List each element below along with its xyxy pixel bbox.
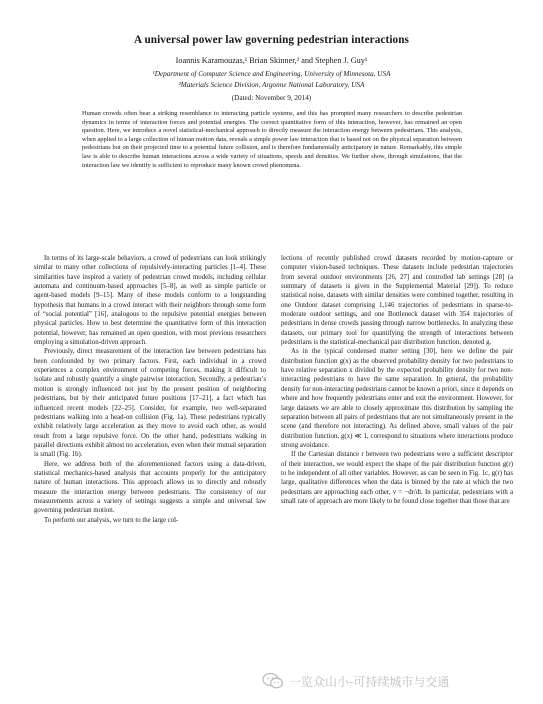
right-column (281, 254, 513, 506)
body-paragraph: As in the typical condensed matter setting [30], here we define the pair distribution function g(x) as the observed probability density for two pedestrians to have relative separation x divided by the expected probability density for two non-interacting pedestrians to have the same separation. In general, the probability density for non-interacting pedestrians cannot be known a priori, since it depends on where and how frequently pedestrians enter and exit the environment. However, for large datasets we are able to closely approximate this distribution by sampling the separation between all pairs of pedestrians that are not simultaneously present in the scene (and therefore not interacting). As defined above, small values of the pair distribution function, g(x) ≪ 1, correspond to situations where interactions produce strong avoidance. (281, 348, 513, 449)
watermark (262, 670, 449, 692)
body-paragraph: Previously, direct measurement of the interaction law between pedestrians has been confounded by two primary factors. First, each individual in a crowd experiences a complex environment of competing forces, making it difficult to isolate and robustly quantify a single pairwise interaction. Secondly, a pedestrian’s motion is strongly influenced not just by the present position of neighboring pedestrians, but by their anticipated future positions [17–21], a fact which has influenced recent models [22–25]. Consider, for example, two well-separated pedestrians walking into a head-on collision (Fig. 1a). These pedestrians typically exhibit relatively large acceleration as they move to avoid each other, as would result from a large repulsive force. On the other hand, pedestrians walking in parallel directions exhibit almost no acceleration, even when their mutual separation is small (Fig. 1b). (34, 348, 266, 459)
date-line: (Dated: November 9, 2014) (231, 94, 312, 102)
body-paragraph: Here, we address both of the aforementioned factors using a data-driven, statistical mechanics-based analysis that accounts properly for the anticipatory nature of human interactions. This approach allows us to directly and robustly measure the interaction energy between pedestrians. The consistency of our measurements across a variety of settings suggests a simple and universal law governing pedestrian motion. (34, 460, 266, 515)
body-paragraph: lections of recently published crowd datasets recorded by motion-capture or computer vision-based techniques. These datasets include pedestrian trajectories from several outdoor environments [26, 27] and controlled lab settings [28] (a summary of datasets is given in the Supplemental Material [29]). To reduce statistical noise, datasets with similar densities were combined together, resulting in one Outdoor dataset comprising 1,146 trajectories of pedestrians in sparse-to-moderate outdoor settings, and one Bottleneck dataset with 354 trajectories of pedestrians in dense crowds passing through narrow bottlenecks. In analyzing these datasets, our primary tool for quantifying the strength of interactions between pedestrians is the statistical-mechanical pair distribution function, denoted g. (281, 255, 513, 347)
body-paragraph: In terms of its large-scale behaviors, a crowd of pedestrians can look strikingly similar to many other collections of repulsively-interacting particles [1–4]. These similarities have inspired a variety of pedestrian crowd models, including cellular automata and continuum-based approaches [5–8], as well as simple particle or agent-based models [9–15]. Many of these models conform to a longstanding hypothesis that humans in a crowd interact with their neighbors through some form of “social potential” [16], analogous to the repulsive potential energies between physical particles. How to best determine the quantitative form of this interaction potential, however, has remained an open question, with most previous researchers employing a simulation-driven approach. (34, 255, 266, 347)
wechat-logo-icon (262, 672, 284, 690)
body-paragraph: To perform our analysis, we turn to the large col- (44, 516, 179, 524)
affiliation-1: ¹Department of Computer Science and Engineering, University of Minnesota, USA (152, 70, 391, 78)
watermark-text: 一览众山小-可持续城市与交通 (289, 674, 450, 689)
author-list: Ioannis Karamouzas,¹ Brian Skinner,² and Stephen J. Guy¹ (175, 56, 368, 65)
paper-title: A universal power law governing pedestrian interactions (133, 34, 410, 46)
body-paragraph: If the Cartesian distance r between two pedestrians were a sufficient descriptor of their interaction, we would expect the shape of the pair distribution function g(r) to be independent of all other variables. However, as can be seen in Fig. 1c, g(r) has large, qualitative differences when the data is binned by the rate at which the two pedestrians are approaching each other, v = −dr/dt. In particular, pedestrians with a small rate of approach are more likely to be found close together than those that are (281, 451, 513, 505)
affiliation-2: ²Materials Science Division, Argonne National Laboratory, USA (178, 81, 365, 89)
left-column (34, 254, 266, 525)
abstract: Human crowds often bear a striking resemblance to interacting particle systems, and this has prompted many researchers to describe pedestrian dynamics in terms of interaction forces and potential energies. The correct quantitative form of this interaction, however, has remained an open question. Here, we introduce a novel statistical-mechanical approach to directly measure the interaction energy between pedestrians. This analysis, when applied to a large collection of human motion data, reveals a simple power law interaction that is based not on the physical separation between pedestrians but on their projected time to a potential future collision, and is therefore fundamentally anticipatory in nature. Remarkably, this simple law is able to describe human interactions across a wide variety of situations, speeds and densities. We further show, through simulations, that the interaction law we identify is sufficient to reproduce many known crowd phenomena. (82, 110, 462, 169)
